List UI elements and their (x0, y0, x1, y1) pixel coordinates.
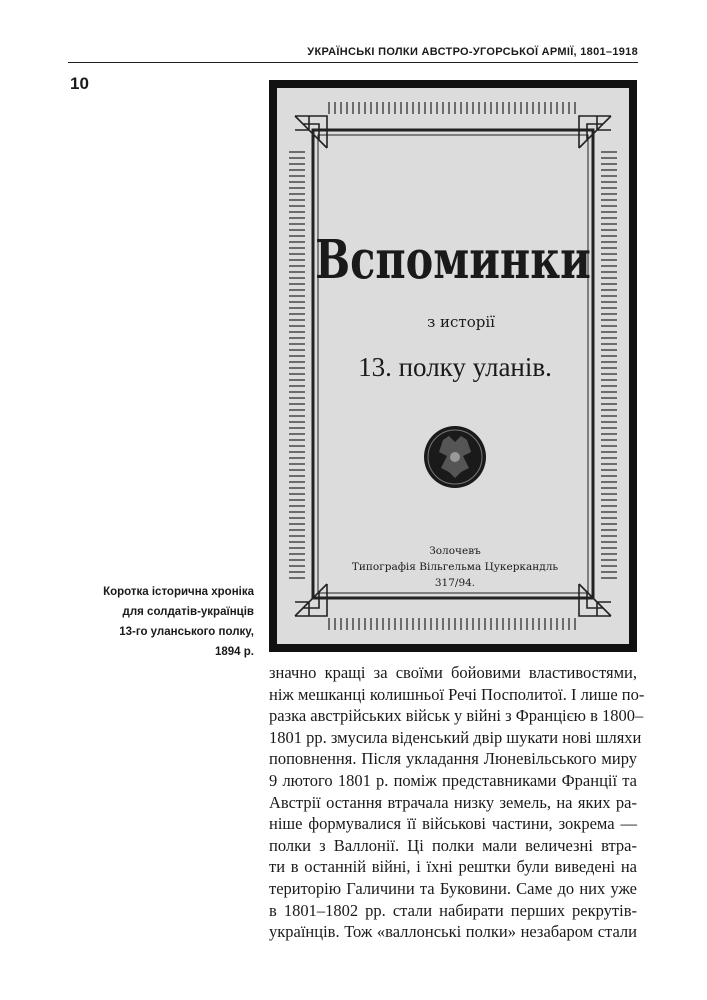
text-line: українців. Тож «валлонські полки» незабаром стали (269, 922, 637, 942)
cover-subtitle-small: з исторії (427, 313, 495, 331)
body-paragraph (269, 662, 645, 943)
running-head: УКРАЇНСЬКІ ПОЛКИ АВСТРО-УГОРСЬКОЇ АРМІЇ, 1801–1918 (68, 46, 638, 63)
publisher-line-3: 317/94. (434, 577, 476, 589)
text-line: Австрії остання втрачала низку земель, на яких ра- (269, 792, 637, 812)
text-line: ніж мешканці колишньої Речі Посполитої. І лише по- (269, 684, 645, 704)
text-line: разка австрійських військ у війні з Францією в 1800– (269, 706, 644, 726)
publisher-line-1: Золочевъ (429, 545, 481, 557)
publisher-line-2: Типографія Вільгельма Цукеркандль (351, 561, 559, 573)
page-number: 10 (70, 74, 89, 93)
text-line: значно кращі за своїми бойовими властивостями, (269, 663, 637, 682)
book-cover-figure (269, 80, 637, 652)
caption-line: для солдатів-українців (122, 606, 254, 618)
caption-line: Коротка історична хроніка (103, 586, 254, 598)
text-line: полки з Валлонії. Ці полки мали величезні втра- (269, 835, 637, 855)
cover-title: Вспоминки (315, 228, 591, 292)
text-line: поповнення. Після укладання Люневільського миру (269, 749, 637, 769)
cover-subtitle-large: 13. полку уланів. (358, 352, 552, 382)
figure-caption (60, 582, 254, 662)
text-line: ніше формувалися її військові частини, зокрема — (269, 814, 637, 834)
text-line: 9 лютого 1801 р. поміж представниками Франції та (269, 770, 637, 790)
text-line: 1801 рр. змусила віденський двір шукати нові шляхи (269, 727, 642, 747)
text-line: ти в останній війні, і їхні рештки були виведені на (269, 857, 637, 877)
double-headed-eagle-icon (424, 426, 486, 488)
caption-line: 13-го уланського полку, (119, 626, 254, 638)
text-line: територію Галичини та Буковини. Саме до них уже (269, 878, 637, 898)
text-line: в 1801–1802 рр. стали набирати перших рекрутів- (269, 900, 637, 920)
caption-line: 1894 р. (215, 646, 254, 658)
